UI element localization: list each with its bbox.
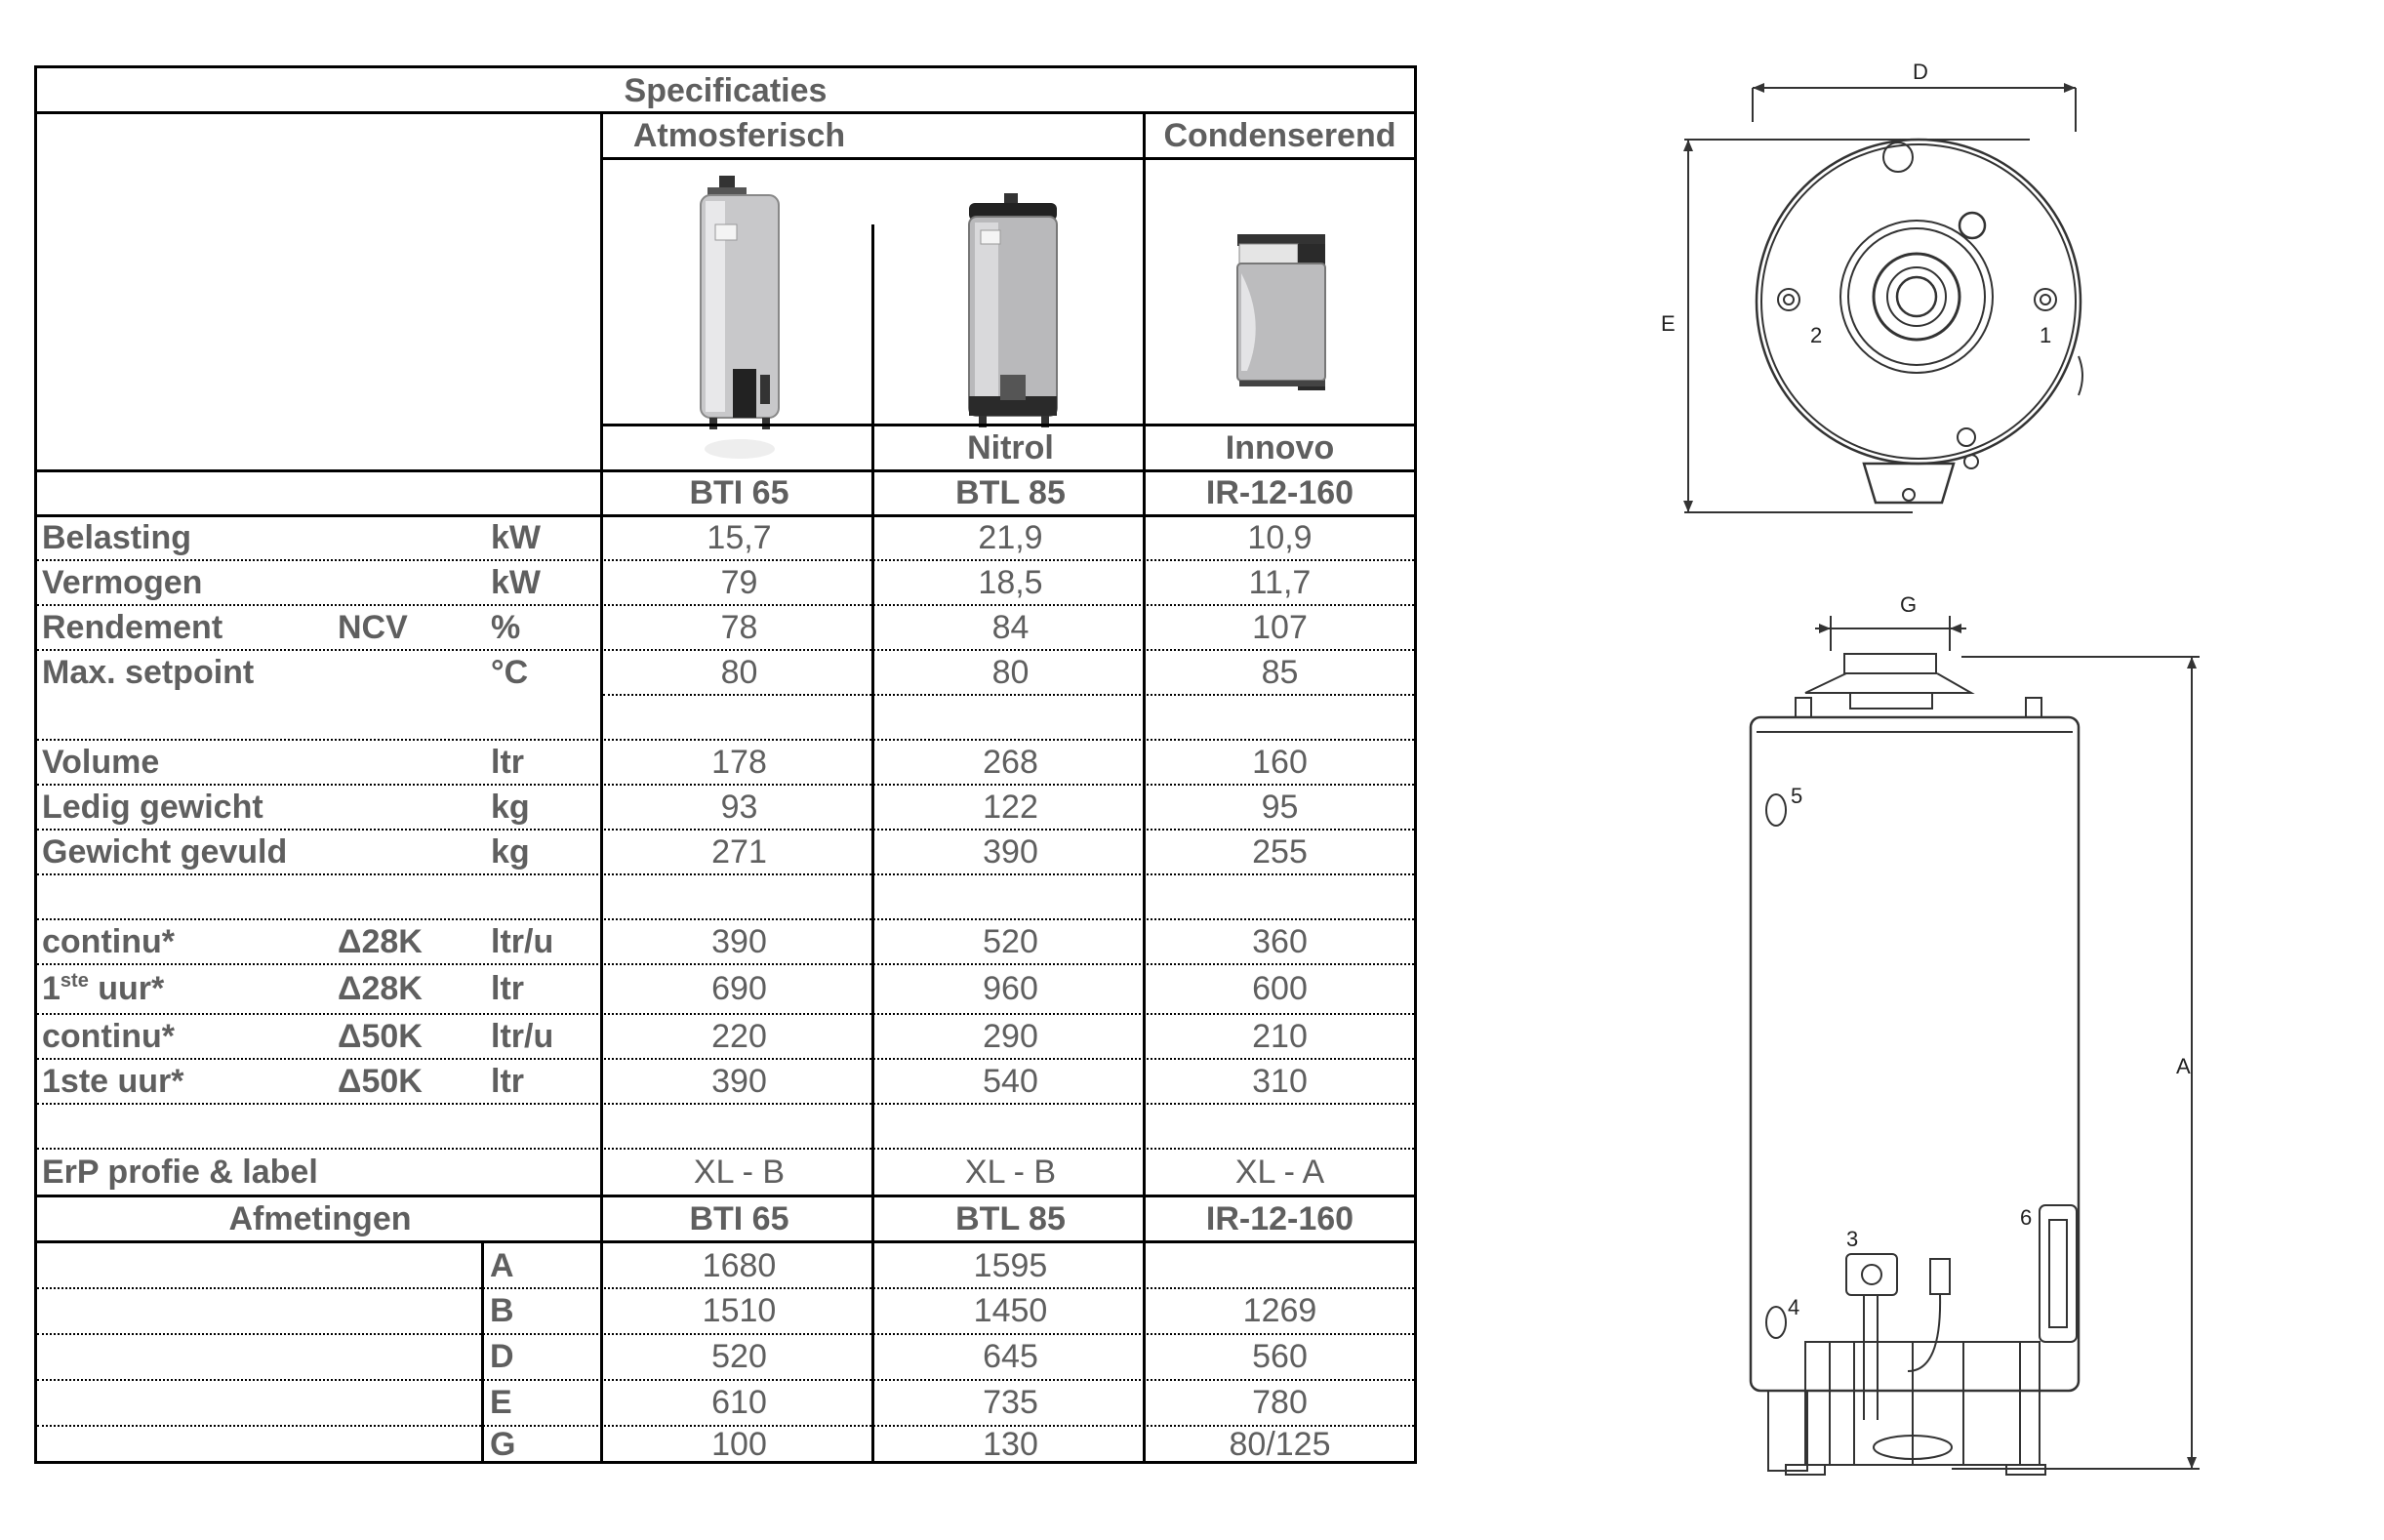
value-cell: 79: [720, 563, 758, 601]
dim-label-e: E: [490, 1384, 512, 1421]
value-cell: 80: [991, 653, 1030, 691]
brand-btl85: Nitrol: [967, 428, 1054, 466]
product-image-bti65: [676, 176, 813, 478]
afmetingen-header: Afmetingen: [228, 1200, 412, 1237]
row-label-continu-28k: continu*: [42, 922, 175, 960]
value-cell: 11,7: [1248, 563, 1312, 601]
value-cell: 210: [1252, 1017, 1308, 1055]
value-cell: 10,9: [1247, 519, 1313, 556]
model-btl85: BTL 85: [955, 474, 1066, 511]
row-label-rendement: Rendement: [42, 608, 223, 646]
row-sub-continu-28k: Δ28K: [338, 922, 423, 960]
row-label-volume: Volume: [42, 743, 160, 781]
value-cell: 1595: [973, 1246, 1048, 1284]
value-cell: 520: [983, 922, 1038, 960]
dim-label-a: A: [490, 1246, 514, 1284]
brand-ir12160: Innovo: [1225, 428, 1335, 466]
dim-label-g: G: [490, 1425, 516, 1463]
row-label-vermogen: Vermogen: [42, 563, 203, 601]
value-cell: 390: [983, 832, 1038, 871]
row-unit-ledig-gewicht: kg: [491, 788, 530, 826]
product-image-ir12160: [1228, 215, 1335, 439]
value-cell: 1510: [702, 1292, 777, 1329]
row-unit-vermogen: kW: [491, 563, 541, 601]
dim-label-d: D: [490, 1338, 514, 1375]
value-cell: [1146, 1243, 1414, 1287]
value-cell: 520: [711, 1338, 767, 1375]
value-cell: 1269: [1242, 1292, 1317, 1329]
value-cell: XL - B: [693, 1153, 786, 1191]
group-condenserend: Condenserend: [1163, 116, 1396, 154]
value-cell: 560: [1252, 1338, 1308, 1375]
part-3-label: 3: [1846, 1227, 1859, 1251]
value-cell: 95: [1261, 788, 1299, 826]
row-sub-1ste-uur-28k: Δ28K: [338, 970, 423, 1007]
row-label-max-setpoint: Max. setpoint: [42, 653, 255, 691]
part-5-label: 5: [1791, 784, 1803, 808]
value-cell: 78: [720, 608, 758, 646]
port-2-label: 2: [1810, 323, 1823, 347]
dim-label-b: B: [490, 1292, 514, 1329]
row-unit-continu-28k: ltr/u: [491, 922, 554, 960]
value-cell: 130: [983, 1425, 1038, 1463]
row-sub-1ste-uur-50k: Δ50K: [338, 1062, 423, 1100]
row-unit-gewicht-gevuld: kg: [491, 832, 530, 871]
row-sub-continu-50k: Δ50K: [338, 1017, 423, 1055]
value-cell: 600: [1252, 970, 1308, 1007]
dim-g-label: G: [1900, 592, 1918, 617]
part-6-label: 6: [2020, 1205, 2033, 1230]
row-unit-max-setpoint: °C: [491, 653, 529, 691]
technical-drawing: [1620, 54, 2225, 1479]
value-cell: XL - B: [964, 1153, 1057, 1191]
afm-model-ir12160: IR-12-160: [1205, 1200, 1354, 1237]
row-unit-1ste-uur-28k: ltr: [491, 970, 524, 1007]
value-cell: 178: [711, 743, 767, 781]
value-cell: 735: [983, 1384, 1038, 1421]
value-cell: 100: [711, 1425, 767, 1463]
row-label-1ste-uur-50k: 1ste uur*: [42, 1062, 184, 1100]
value-cell: 255: [1252, 832, 1308, 871]
part-4-label: 4: [1788, 1295, 1800, 1319]
value-cell: 310: [1252, 1062, 1308, 1100]
table-title: Specificaties: [624, 71, 828, 109]
row-unit-rendement: %: [491, 608, 521, 646]
value-cell: 80: [720, 653, 758, 691]
value-cell: 21,9: [978, 519, 1043, 556]
value-cell: 645: [983, 1338, 1038, 1375]
row-unit-1ste-uur-50k: ltr: [491, 1062, 524, 1100]
row-sub-rendement: NCV: [338, 608, 408, 646]
value-cell: 540: [983, 1062, 1038, 1100]
port-1-label: 1: [2040, 323, 2052, 347]
value-cell: 85: [1261, 653, 1299, 691]
value-cell: 268: [983, 743, 1038, 781]
row-unit-belasting: kW: [491, 519, 541, 556]
value-cell: 271: [711, 832, 767, 871]
value-cell: 220: [711, 1017, 767, 1055]
model-bti65: BTI 65: [689, 474, 789, 511]
row-label-erp: ErP profie & label: [42, 1153, 318, 1191]
value-cell: 360: [1252, 922, 1308, 960]
value-cell: 1450: [973, 1292, 1048, 1329]
value-cell: 780: [1252, 1384, 1308, 1421]
value-cell: 84: [991, 608, 1030, 646]
value-cell: XL - A: [1234, 1153, 1325, 1191]
group-atmosferisch: Atmosferisch: [632, 116, 846, 154]
afm-model-btl85: BTL 85: [955, 1200, 1066, 1237]
specifications-table: [34, 65, 1417, 1464]
value-cell: 93: [720, 788, 758, 826]
value-cell: 122: [983, 788, 1038, 826]
dim-e-label: E: [1661, 311, 1676, 336]
value-cell: 18,5: [978, 563, 1043, 601]
row-label-belasting: Belasting: [42, 519, 192, 556]
row-label-ledig-gewicht: Ledig gewicht: [42, 788, 263, 826]
value-cell: 15,7: [707, 519, 772, 556]
model-ir12160: IR-12-160: [1205, 474, 1354, 511]
value-cell: 1680: [702, 1246, 777, 1284]
value-cell: 390: [711, 1062, 767, 1100]
afm-model-bti65: BTI 65: [689, 1200, 789, 1237]
value-cell: 160: [1252, 743, 1308, 781]
row-unit-continu-50k: ltr/u: [491, 1017, 554, 1055]
dim-a-label: A: [2176, 1054, 2191, 1078]
row-unit-volume: ltr: [491, 743, 524, 781]
value-cell: 690: [711, 970, 767, 1007]
value-cell: 960: [983, 970, 1038, 1007]
value-cell: 610: [711, 1384, 767, 1421]
dim-d-label: D: [1913, 60, 1928, 84]
value-cell: 290: [983, 1017, 1038, 1055]
value-cell: 390: [711, 922, 767, 960]
value-cell: 80/125: [1229, 1425, 1331, 1463]
row-label-1ste-uur-28k: 1 $^{ste}$ uur*: [42, 970, 165, 1007]
row-label-gewicht-gevuld: Gewicht gevuld: [42, 832, 288, 871]
row-label-continu-50k: continu*: [42, 1017, 175, 1055]
value-cell: 107: [1252, 608, 1308, 646]
